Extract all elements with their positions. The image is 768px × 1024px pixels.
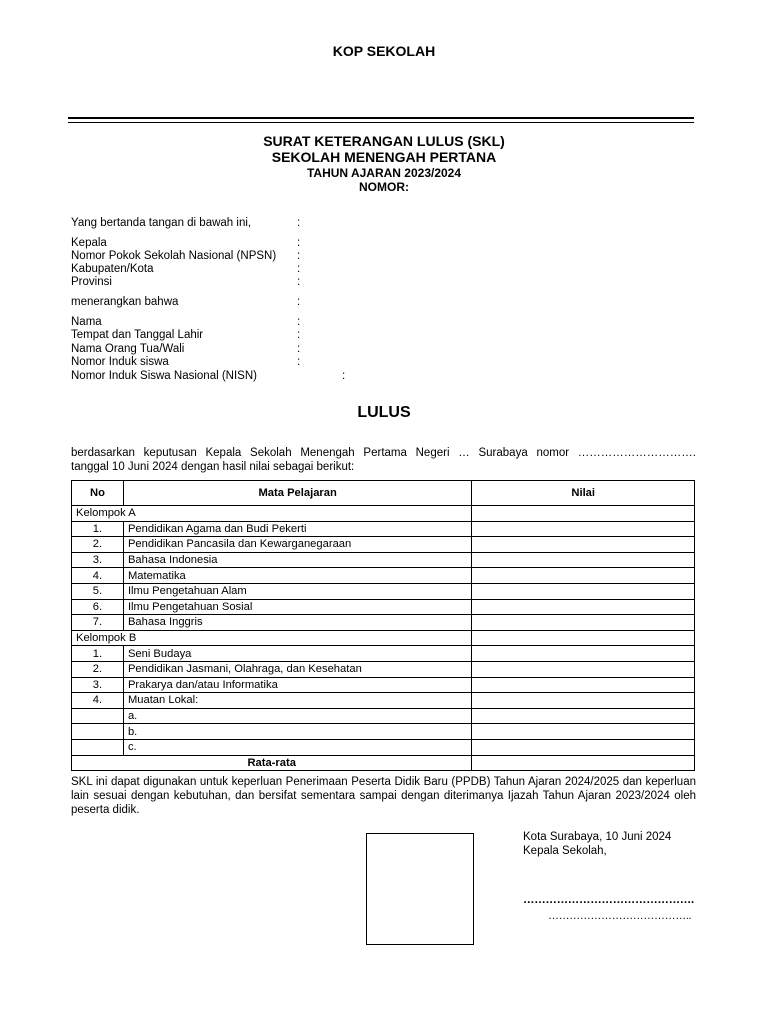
row-number: 1. <box>72 646 124 662</box>
subject-name: Muatan Lokal: <box>123 693 471 709</box>
letterhead-rule-thick <box>68 117 694 119</box>
subject-name: Ilmu Pengetahuan Alam <box>123 583 471 599</box>
title-line-1: SURAT KETERANGAN LULUS (SKL) <box>263 133 505 149</box>
score-cell[interactable] <box>472 583 695 599</box>
header-score: Nilai <box>472 481 695 506</box>
signature-place-date: Kota Surabaya, 10 Juni 2024 <box>523 831 672 843</box>
field-colon: : <box>297 316 301 328</box>
row-number: 3. <box>72 677 124 693</box>
score-cell[interactable] <box>472 537 695 553</box>
subject-name: b. <box>123 724 471 740</box>
basis-line-2: tanggal 10 Juni 2024 dengan hasil nilai sebagai berikut: <box>71 461 355 473</box>
signature-role: Kepala Sekolah, <box>523 845 607 857</box>
table-row <box>72 677 695 693</box>
subject-name: Matematika <box>123 568 471 584</box>
field-colon: : <box>342 370 346 382</box>
score-cell[interactable] <box>472 661 695 677</box>
row-number: 7. <box>72 615 124 631</box>
subject-name: Pendidikan Jasmani, Olahraga, dan Kesehatan <box>123 661 471 677</box>
basis-paragraph <box>71 446 696 474</box>
group-row <box>72 506 695 522</box>
score-cell[interactable] <box>472 521 695 537</box>
field-colon: : <box>297 237 301 249</box>
table-row <box>72 661 695 677</box>
letterhead-placeholder: KOP SEKOLAH <box>332 43 436 59</box>
title-number: NOMOR: <box>359 180 409 194</box>
field-nis: Nomor Induk siswa <box>71 356 169 368</box>
subject-name: Bahasa Indonesia <box>123 552 471 568</box>
table-row <box>72 583 695 599</box>
table-row <box>72 552 695 568</box>
basis-line-1: berdasarkan keputusan Kepala Sekolah Menengah Pertama Negeri … Surabaya nomor …………………………. <box>71 447 696 459</box>
field-provinsi: Provinsi <box>71 276 112 288</box>
field-colon: : <box>297 263 301 275</box>
table-row <box>72 521 695 537</box>
table-row <box>72 724 695 740</box>
group-label-b: Kelompok B <box>72 630 472 646</box>
score-cell[interactable] <box>472 630 695 646</box>
row-number <box>72 708 124 724</box>
field-signer-intro: Yang bertanda tangan di bawah ini, <box>71 217 252 229</box>
field-npsn: Nomor Pokok Sekolah Nasional (NPSN) <box>71 250 277 262</box>
score-cell[interactable] <box>472 506 695 522</box>
score-cell[interactable] <box>472 615 695 631</box>
graduation-status: LULUS <box>357 404 411 421</box>
subject-name: Pendidikan Pancasila dan Kewarganegaraan <box>123 537 471 553</box>
score-cell[interactable] <box>472 693 695 709</box>
row-number <box>72 739 124 755</box>
table-row <box>72 537 695 553</box>
field-colon: : <box>297 276 301 288</box>
field-colon: : <box>297 356 301 368</box>
subject-name: Pendidikan Agama dan Budi Pekerti <box>123 521 471 537</box>
field-ttl: Tempat dan Tanggal Lahir <box>71 329 204 341</box>
field-colon: : <box>297 250 301 262</box>
field-menerangkan: menerangkan bahwa <box>71 296 179 308</box>
subject-name: a. <box>123 708 471 724</box>
table-header-row <box>72 481 695 506</box>
table-row <box>72 708 695 724</box>
subject-name: Ilmu Pengetahuan Sosial <box>123 599 471 615</box>
usage-line-3: peserta didik. <box>71 804 140 816</box>
row-number: 5. <box>72 583 124 599</box>
field-orang-tua: Nama Orang Tua/Wali <box>71 343 185 355</box>
header-subject: Mata Pelajaran <box>123 481 471 506</box>
row-number <box>72 724 124 740</box>
field-colon: : <box>297 217 301 229</box>
photo-box <box>366 833 474 945</box>
score-cell[interactable] <box>472 708 695 724</box>
group-label-a: Kelompok A <box>72 506 472 522</box>
signature-id-line: ………………………………….. <box>548 910 692 922</box>
score-cell[interactable] <box>472 568 695 584</box>
subject-name: Prakarya dan/atau Informatika <box>123 677 471 693</box>
letterhead-rule-thin <box>68 122 694 123</box>
row-number: 4. <box>72 693 124 709</box>
subject-name: Seni Budaya <box>123 646 471 662</box>
usage-paragraph <box>71 775 696 817</box>
average-score-cell[interactable] <box>472 755 695 771</box>
table-row <box>72 568 695 584</box>
document-title <box>0 133 768 194</box>
row-number: 6. <box>72 599 124 615</box>
table-row <box>72 739 695 755</box>
score-cell[interactable] <box>472 646 695 662</box>
row-number: 1. <box>72 521 124 537</box>
score-cell[interactable] <box>472 599 695 615</box>
title-academic-year: TAHUN AJARAN 2023/2024 <box>306 166 462 180</box>
subject-name: c. <box>123 739 471 755</box>
score-cell[interactable] <box>472 739 695 755</box>
grades-table <box>71 480 695 771</box>
score-cell[interactable] <box>472 677 695 693</box>
score-cell[interactable] <box>472 552 695 568</box>
row-number: 3. <box>72 552 124 568</box>
field-kabupaten: Kabupaten/Kota <box>71 263 154 275</box>
title-line-2: SEKOLAH MENENGAH PERTANA <box>271 149 497 165</box>
row-number: 2. <box>72 537 124 553</box>
field-kepala: Kepala <box>71 237 107 249</box>
row-number: 4. <box>72 568 124 584</box>
table-row <box>72 615 695 631</box>
field-colon: : <box>297 343 301 355</box>
field-colon: : <box>297 296 301 308</box>
field-nisn: Nomor Induk Siswa Nasional (NISN) <box>71 370 257 382</box>
field-nama: Nama <box>71 316 102 328</box>
signature-name-line: ………………………………………. <box>523 894 694 906</box>
row-number: 2. <box>72 661 124 677</box>
table-row <box>72 646 695 662</box>
field-colon: : <box>297 329 301 341</box>
usage-line-1: SKL ini dapat digunakan untuk keperluan Penerimaan Peserta Didik Baru (PPDB) Tahun Ajaran 2024/2025 dan keperluan <box>71 776 696 788</box>
header-no: No <box>72 481 124 506</box>
average-row <box>72 755 695 771</box>
average-label: Rata-rata <box>72 755 472 771</box>
group-row <box>72 630 695 646</box>
subject-name: Bahasa Inggris <box>123 615 471 631</box>
score-cell[interactable] <box>472 724 695 740</box>
usage-line-2: lain sesuai dengan kebutuhan, dan bersifat sementara sampai dengan diterimanya Ijazah Tahun Ajaran 2023/2024 oleh <box>71 790 696 802</box>
table-row <box>72 693 695 709</box>
table-row <box>72 599 695 615</box>
